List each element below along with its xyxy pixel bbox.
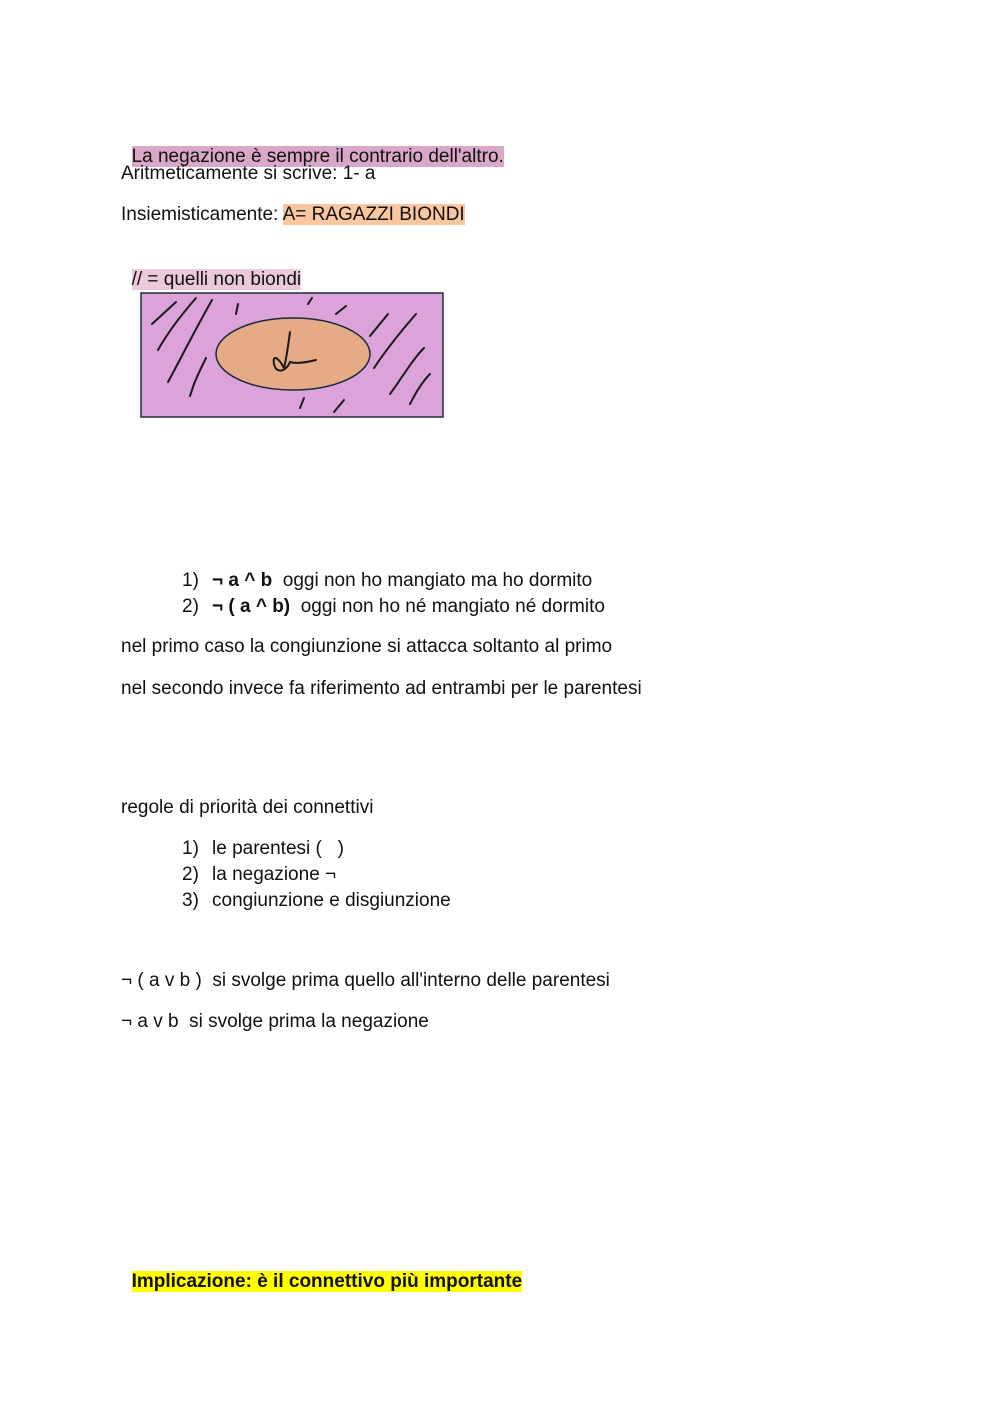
priority-item-2	[182, 862, 451, 888]
formula-description: oggi non ho né mangiato né dormito	[290, 596, 605, 617]
example-line-2: ¬ a v b si svolge prima la negazione	[121, 1011, 429, 1032]
list-number: 3)	[182, 890, 199, 911]
set-line	[121, 203, 465, 227]
priority-item-3	[182, 888, 451, 914]
not-blond-line	[121, 244, 301, 292]
formula-list	[182, 568, 605, 620]
priority-text: le parentesi ( )	[212, 838, 344, 859]
formula-description: oggi non ho mangiato ma ho dormito	[272, 570, 593, 591]
formula-item-1	[182, 568, 605, 594]
implication-heading	[121, 1246, 522, 1294]
negation-definition-text: La negazione è sempre il contrario dell'altro.	[131, 146, 504, 167]
first-case-line: nel primo caso la congiunzione si attacca soltanto al primo	[121, 636, 613, 657]
list-number: 1)	[182, 570, 199, 591]
priority-title: regole di priorità dei connettivi	[121, 797, 374, 818]
priority-text: congiunzione e disgiunzione	[212, 890, 451, 911]
priority-text: la negazione ¬	[212, 864, 337, 885]
list-number: 2)	[182, 596, 199, 617]
priority-item-1	[182, 836, 451, 862]
formula-item-2	[182, 594, 605, 620]
formula-expression: ¬ a ^ b	[212, 570, 273, 591]
not-blond-text: // = quelli non biondi	[131, 269, 302, 290]
set-a-ellipse	[216, 318, 370, 390]
arithmetic-line: Aritmeticamente si scrive: 1- a	[121, 163, 376, 184]
priority-list	[182, 836, 451, 914]
implication-text: Implicazione: è il connettivo più importante	[131, 1271, 523, 1292]
list-number: 2)	[182, 864, 199, 885]
example-line-1: ¬ ( a v b ) si svolge prima quello all'interno delle parentesi	[121, 970, 610, 991]
set-value: A= RAGAZZI BIONDI	[282, 204, 465, 225]
second-case-line: nel secondo invece fa riferimento ad entrambi per le parentesi	[121, 678, 642, 699]
set-prefix: Insiemisticamente:	[121, 204, 283, 225]
venn-diagram-drawing	[140, 292, 444, 418]
list-number: 1)	[182, 838, 199, 859]
formula-expression: ¬ ( a ^ b)	[212, 596, 291, 617]
